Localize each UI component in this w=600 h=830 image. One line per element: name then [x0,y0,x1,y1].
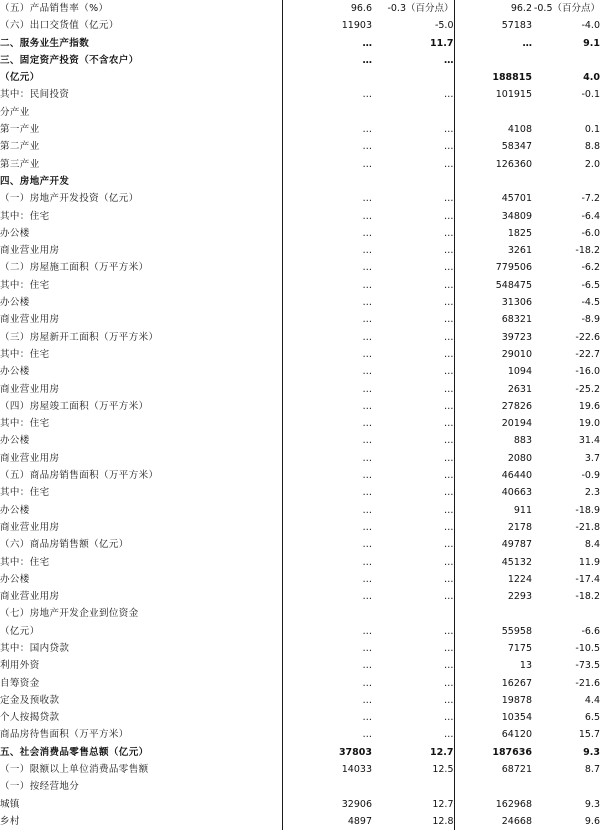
row-value-3: 1224 [454,571,532,588]
row-value-4: -17.4 [575,573,600,585]
row-value-1 [282,173,372,190]
row-value-1: … [282,536,372,553]
row-value-4: -18.2 [575,591,600,603]
row-value-3: 64120 [454,726,532,743]
row-value-3: 1094 [454,363,532,380]
row-value-2: … [444,366,454,378]
row-value-3 [454,104,532,121]
row-value-1: … [282,588,372,605]
row-value-1: … [282,121,372,138]
row-value-3: 55958 [454,623,532,640]
row-value-1: … [282,363,372,380]
row-label: 分产业 [0,106,30,118]
row-label: 五、社会消费品零售总额（亿元） [0,746,149,758]
row-value-2: … [444,642,454,654]
row-value-3: 4108 [454,121,532,138]
table-row [0,778,600,795]
table-row [0,432,600,449]
row-value-1: … [282,329,372,346]
row-value-4 [532,778,600,795]
row-label: （六）出口交货值（亿元） [0,20,119,32]
row-label: （亿元） [0,72,40,84]
row-label: （亿元） [0,625,40,637]
row-label: 商品房待售面积（万平方米） [0,729,129,741]
row-value-4: 8.4 [584,539,600,551]
table-row [0,242,600,259]
row-value-2: … [444,262,454,274]
table-row [0,311,600,328]
row-value-4 [532,52,600,69]
row-value-1: … [282,554,372,571]
row-label: 三、固定资产投资（不含农户） [0,54,139,66]
row-label: 其中：住宅 [0,279,50,291]
table-row [0,259,600,276]
table-row [0,623,600,640]
row-value-2: … [444,712,454,724]
row-value-4: 0.1 [584,124,600,136]
table-row [0,329,600,346]
row-value-2: … [444,158,454,170]
row-value-1: … [282,657,372,674]
row-value-2: … [444,539,454,551]
row-value-2: … [444,729,454,741]
row-value-3: 2080 [454,450,532,467]
row-value-2: … [444,435,454,447]
row-label: 其中：国内贷款 [0,642,70,654]
row-value-2: … [444,279,454,291]
row-value-1: 32906 [282,796,372,813]
table-row [0,467,600,484]
row-value-2: … [444,297,454,309]
row-value-4: 31.4 [578,435,600,447]
table-row [0,554,600,571]
table-row [0,796,600,813]
row-value-3: 68321 [454,311,532,328]
row-value-1: … [282,277,372,294]
row-value-2: 11.7 [430,37,454,49]
row-value-3 [454,778,532,795]
table-row [0,692,600,709]
row-value-1: … [282,311,372,328]
row-value-1 [282,605,372,622]
row-value-1: … [282,381,372,398]
row-value-3: 49787 [454,536,532,553]
row-value-2 [372,104,454,121]
row-value-3: 187636 [454,744,532,761]
row-value-4: 19.0 [578,418,600,430]
row-value-3: 31306 [454,294,532,311]
row-value-2: … [444,89,454,101]
row-value-1 [282,69,372,86]
row-value-4: 9.1 [583,37,600,49]
table-row [0,173,600,190]
row-label: 商业营业用房 [0,383,60,395]
table-row [0,709,600,726]
row-value-2: … [444,193,454,205]
table-row [0,52,600,69]
row-value-1: … [282,450,372,467]
row-value-2: … [444,210,454,222]
row-value-3: 39723 [454,329,532,346]
row-value-2 [372,69,454,86]
row-value-1: … [282,242,372,259]
table-row [0,35,600,52]
row-label: （一）按经营地分 [0,781,80,793]
row-value-3 [454,605,532,622]
row-value-4: 11.9 [578,556,600,568]
row-value-3 [454,173,532,190]
row-value-1: … [282,294,372,311]
row-value-4: -0.1 [581,89,600,101]
row-value-3: 45132 [454,554,532,571]
row-value-4: 4.0 [583,72,600,84]
row-value-2: … [444,470,454,482]
row-value-4: 19.6 [578,400,600,412]
row-value-1: 37803 [282,744,372,761]
row-value-4: 8.7 [584,764,600,776]
row-value-2: … [444,245,454,257]
table-row [0,675,600,692]
row-value-2: … [444,556,454,568]
table-row [0,519,600,536]
row-value-4: -73.5 [575,660,600,672]
row-value-2: … [444,400,454,412]
row-value-4: 15.7 [578,729,600,741]
row-label: 城镇 [0,798,20,810]
row-label: 商业营业用房 [0,521,60,533]
row-label: 其中：住宅 [0,348,50,360]
row-value-4: -18.2 [575,245,600,257]
row-value-2: 12.8 [432,815,454,827]
row-value-2: -5.0 [434,20,454,32]
table-row [0,121,600,138]
row-value-3: 58347 [454,138,532,155]
row-value-2 [372,778,454,795]
table-row [0,104,600,121]
row-value-4: -22.6 [575,331,600,343]
table-row [0,640,600,657]
row-label: 乡村 [0,815,20,827]
table-row [0,17,600,34]
row-value-1: … [282,467,372,484]
table-row [0,138,600,155]
row-value-1: … [282,519,372,536]
table-row [0,398,600,415]
row-value-2: … [444,677,454,689]
row-label: 定金及预收款 [0,694,60,706]
table-row [0,744,600,761]
row-value-1 [282,104,372,121]
row-value-4: 3.7 [584,452,600,464]
row-value-3: 7175 [454,640,532,657]
row-value-1: 14033 [282,761,372,778]
row-value-1: 4897 [282,813,372,830]
row-value-4: -6.2 [581,262,600,274]
row-value-2: … [444,487,454,499]
table-row [0,346,600,363]
row-value-3: 548475 [454,277,532,294]
table-row [0,502,600,519]
row-value-3: … [454,35,532,52]
row-value-2: … [444,694,454,706]
row-value-4: 4.4 [584,694,600,706]
row-value-1: 96.6 [282,0,372,17]
row-value-2: … [444,314,454,326]
row-value-4: -4.0 [581,20,600,32]
row-value-3: 1825 [454,225,532,242]
row-value-4: -21.6 [575,677,600,689]
row-value-4: -6.4 [581,210,600,222]
row-value-1: … [282,675,372,692]
row-value-4: -21.8 [575,521,600,533]
row-value-4: -8.9 [581,314,600,326]
table-row [0,450,600,467]
row-value-4: -22.7 [575,348,600,360]
row-label: （五）商品房销售面积（万平方米） [0,470,159,482]
table-row [0,190,600,207]
row-label: （五）产品销售率（%） [0,3,109,14]
row-value-4 [532,104,600,121]
row-value-1: … [282,726,372,743]
table-row [0,415,600,432]
row-value-3: 68721 [454,761,532,778]
row-label: 自筹资金 [0,677,40,689]
row-value-3: 24668 [454,813,532,830]
row-value-1: … [282,640,372,657]
row-value-1: … [282,398,372,415]
row-value-3: 3261 [454,242,532,259]
row-value-4: -0.5（百分点） [533,3,600,14]
row-label: 办公楼 [0,227,30,239]
row-value-1: … [282,208,372,225]
table-row [0,536,600,553]
row-value-3: 911 [454,502,532,519]
row-value-1: … [282,484,372,501]
row-label: 其中：住宅 [0,418,50,430]
table-row [0,294,600,311]
row-value-2: … [444,141,454,153]
row-label: （一）房地产开发投资（亿元） [0,193,139,205]
row-value-3: 2631 [454,381,532,398]
row-value-3: 883 [454,432,532,449]
row-value-2: … [444,227,454,239]
row-value-1: … [282,86,372,103]
row-value-3: 27826 [454,398,532,415]
row-label: 商业营业用房 [0,452,60,464]
table-row [0,0,600,17]
row-value-3: 10354 [454,709,532,726]
row-value-1: … [282,259,372,276]
table-row [0,277,600,294]
row-label: 其中：住宅 [0,210,50,222]
row-value-3: 101915 [454,86,532,103]
table-row [0,571,600,588]
row-label: 办公楼 [0,297,30,309]
row-value-2: … [444,331,454,343]
row-value-1: … [282,415,372,432]
row-value-1: … [282,190,372,207]
row-value-4: 2.0 [584,158,600,170]
row-value-2: … [444,521,454,533]
row-value-2: … [444,418,454,430]
row-label: 四、房地产开发 [0,175,70,187]
row-value-1: 11903 [282,17,372,34]
row-value-3: 126360 [454,156,532,173]
row-label: 利用外资 [0,660,40,672]
row-label: 其中：住宅 [0,487,50,499]
row-value-2: … [444,54,454,66]
row-value-2 [372,173,454,190]
row-value-1: … [282,225,372,242]
table-row [0,605,600,622]
row-value-1: … [282,52,372,69]
row-label: 办公楼 [0,366,30,378]
row-label: （四）房屋竣工面积（万平方米） [0,400,149,412]
row-value-3: 13 [454,657,532,674]
row-value-3: 34809 [454,208,532,225]
row-label: 第二产业 [0,141,40,153]
row-value-4: 2.3 [584,487,600,499]
table-row [0,813,600,830]
row-value-3: 45701 [454,190,532,207]
row-value-1: … [282,35,372,52]
row-label: 办公楼 [0,504,30,516]
table-row [0,69,600,86]
row-value-1: … [282,138,372,155]
row-value-3: 162968 [454,796,532,813]
row-value-4 [532,173,600,190]
row-value-3: 96.2 [454,0,532,17]
row-value-4: -18.9 [575,504,600,516]
row-value-4: 9.6 [584,815,600,827]
row-value-4: -0.9 [581,470,600,482]
row-value-1: … [282,692,372,709]
row-value-1: … [282,346,372,363]
row-value-1: … [282,571,372,588]
row-value-4: 9.3 [583,746,600,758]
row-label: 办公楼 [0,435,30,447]
table-row [0,726,600,743]
table-row [0,657,600,674]
row-value-2: … [444,660,454,672]
row-value-4: -16.0 [575,366,600,378]
row-value-2: … [444,573,454,585]
table-row [0,761,600,778]
row-value-4: -10.5 [575,642,600,654]
row-value-3 [454,52,532,69]
row-label: （二）房屋施工面积（万平方米） [0,262,149,274]
row-label: 第一产业 [0,124,40,136]
table-row [0,484,600,501]
row-value-1 [282,778,372,795]
row-label: 其中：民间投资 [0,89,70,101]
row-value-2: … [444,383,454,395]
row-value-2: … [444,124,454,136]
row-value-1: … [282,432,372,449]
row-label: （一）限额以上单位消费品零售额 [0,764,149,776]
row-label: 商业营业用房 [0,245,60,257]
row-label: 二、服务业生产指数 [0,37,90,49]
row-value-4: -25.2 [575,383,600,395]
table-row [0,156,600,173]
row-value-4: -7.2 [581,193,600,205]
row-value-1: … [282,502,372,519]
row-value-3: 2178 [454,519,532,536]
row-value-2: … [444,348,454,360]
row-value-1: … [282,709,372,726]
row-label: 其中：住宅 [0,556,50,568]
row-value-4: -4.5 [581,297,600,309]
row-label: （六）商品房销售额（亿元） [0,539,129,551]
table-row [0,588,600,605]
row-value-3: 20194 [454,415,532,432]
table-row [0,208,600,225]
row-value-3: 57183 [454,17,532,34]
row-value-3: 46440 [454,467,532,484]
row-label: 商业营业用房 [0,591,60,603]
row-value-2: -0.3（百分点） [387,3,454,14]
row-label: 第三产业 [0,158,40,170]
row-value-2: … [444,591,454,603]
table-row [0,381,600,398]
row-value-4: -6.6 [581,625,600,637]
row-value-2: … [444,504,454,516]
table-row [0,225,600,242]
row-value-4: 6.5 [584,712,600,724]
row-label: 商业营业用房 [0,314,60,326]
row-value-2: 12.7 [432,798,454,810]
row-value-3: 779506 [454,259,532,276]
row-value-4: 8.8 [584,141,600,153]
row-value-3: 2293 [454,588,532,605]
row-value-3: 29010 [454,346,532,363]
row-label: （三）房屋新开工面积（万平方米） [0,331,159,343]
table-row [0,363,600,380]
row-label: 个人按揭贷款 [0,712,60,724]
row-value-2: … [444,625,454,637]
row-value-2 [372,605,454,622]
row-value-2: 12.5 [432,764,454,776]
row-value-4: -6.5 [581,279,600,291]
row-label: （七）房地产开发企业到位资金 [0,608,139,620]
row-value-1: … [282,156,372,173]
row-value-2: 12.7 [430,746,454,758]
row-value-3: 40663 [454,484,532,501]
row-label: 办公楼 [0,573,30,585]
row-value-3: 188815 [454,69,532,86]
row-value-4: -6.0 [581,227,600,239]
row-value-1: … [282,623,372,640]
row-value-3: 16267 [454,675,532,692]
row-value-4: 9.3 [584,798,600,810]
row-value-2: … [444,452,454,464]
row-value-3: 19878 [454,692,532,709]
table-row [0,86,600,103]
row-value-4 [532,605,600,622]
